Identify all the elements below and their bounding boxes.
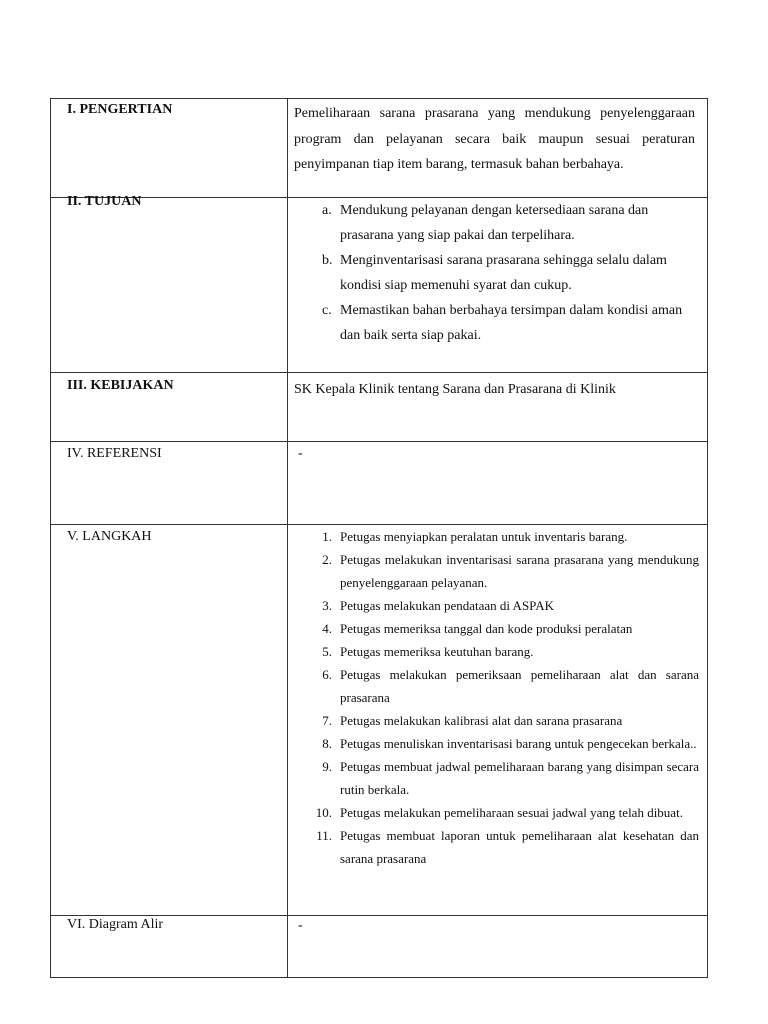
section-label-langkah: V. LANGKAH	[67, 529, 152, 544]
tujuan-list	[288, 198, 707, 348]
list-item	[316, 801, 699, 824]
list-item-text: Petugas membuat jadwal pemeliharaan barang yang disimpan secara rutin berkala.	[340, 759, 699, 797]
kebijakan-text: SK Kepala Klinik tentang Sarana dan Prasarana di Klinik	[294, 382, 616, 397]
list-item-text: Petugas membuat laporan untuk pemeliharaan alat kesehatan dan sarana prasarana	[340, 828, 699, 866]
diagram-text: -	[298, 918, 303, 933]
label-cell	[51, 916, 288, 978]
content-cell	[288, 373, 708, 442]
label-cell	[51, 525, 288, 916]
list-marker: 3.	[322, 598, 332, 613]
list-item	[316, 732, 699, 755]
content-cell	[288, 198, 708, 373]
list-item	[316, 617, 699, 640]
list-item	[316, 755, 699, 801]
list-marker: 11.	[316, 828, 332, 843]
label-cell	[51, 373, 288, 442]
pengertian-text: Pemeliharaan sarana prasarana yang mendukung penyelenggaraan program dan pelayanan secara baik maupun sesuai peraturan penyimpanan tiap item barang, termasuk bahan berbahaya.	[294, 106, 695, 172]
list-item	[316, 548, 699, 594]
list-item	[322, 298, 693, 348]
list-item	[316, 525, 699, 548]
referensi-text: -	[298, 446, 303, 461]
list-item-text: Menginventarisasi sarana prasarana sehingga selalu dalam kondisi siap memenuhi syarat dan cukup.	[340, 253, 667, 293]
sop-table	[50, 98, 708, 978]
list-item	[322, 248, 693, 298]
list-item-text: Mendukung pelayanan dengan ketersediaan sarana dan prasarana yang siap pakai dan terpelihara.	[340, 203, 649, 243]
row-langkah	[51, 525, 708, 916]
list-item-text: Memastikan bahan berbahaya tersimpan dalam kondisi aman dan baik serta siap pakai.	[340, 303, 683, 343]
list-marker: 2.	[322, 552, 332, 567]
content-cell	[288, 525, 708, 916]
section-label-pengertian: I. PENGERTIAN	[67, 102, 173, 117]
list-marker: 6.	[322, 667, 332, 682]
row-tujuan	[51, 198, 708, 373]
list-item	[316, 640, 699, 663]
list-item-text: Petugas memeriksa keutuhan barang.	[340, 644, 534, 659]
list-marker: 8.	[322, 736, 332, 751]
row-referensi	[51, 442, 708, 525]
list-marker: c.	[322, 303, 332, 318]
label-cell	[51, 442, 288, 525]
list-item	[316, 824, 699, 870]
section-label-kebijakan: III. KEBIJAKAN	[67, 378, 174, 393]
list-item-text: Petugas memeriksa tanggal dan kode produksi peralatan	[340, 621, 633, 636]
list-item	[316, 594, 699, 617]
row-pengertian	[51, 99, 708, 198]
list-item-text: Petugas menuliskan inventarisasi barang untuk pengecekan berkala..	[340, 736, 697, 751]
section-label-referensi: IV. REFERENSI	[67, 446, 162, 461]
section-label-diagram: VI. Diagram Alir	[67, 917, 164, 932]
list-marker: 5.	[322, 644, 332, 659]
section-label-tujuan: II. TUJUAN	[67, 194, 142, 209]
row-kebijakan	[51, 373, 708, 442]
content-cell	[288, 916, 708, 978]
list-item-text: Petugas melakukan inventarisasi sarana prasarana yang mendukung penyelenggaraan pelayanan.	[340, 552, 699, 590]
list-marker: 9.	[322, 759, 332, 774]
list-item	[316, 709, 699, 732]
content-cell	[288, 442, 708, 525]
label-cell	[51, 194, 288, 373]
list-marker: b.	[322, 253, 333, 268]
list-marker: 10.	[315, 805, 332, 820]
list-marker: 4.	[322, 621, 332, 636]
list-marker: a.	[322, 203, 332, 218]
list-item-text: Petugas melakukan pendataan di ASPAK	[340, 598, 554, 613]
list-item	[322, 198, 693, 248]
langkah-list	[288, 525, 707, 870]
list-marker: 1.	[322, 529, 332, 544]
list-item	[316, 663, 699, 709]
label-cell	[51, 99, 288, 198]
list-item-text: Petugas menyiapkan peralatan untuk inventaris barang.	[340, 529, 628, 544]
row-diagram	[51, 916, 708, 978]
list-marker: 7.	[322, 713, 332, 728]
list-item-text: Petugas melakukan kalibrasi alat dan sarana prasarana	[340, 713, 623, 728]
list-item-text: Petugas melakukan pemeliharaan sesuai jadwal yang telah dibuat.	[340, 805, 683, 820]
content-cell	[288, 99, 708, 198]
list-item-text: Petugas melakukan pemeriksaan pemeliharaan alat dan sarana prasarana	[340, 667, 699, 705]
